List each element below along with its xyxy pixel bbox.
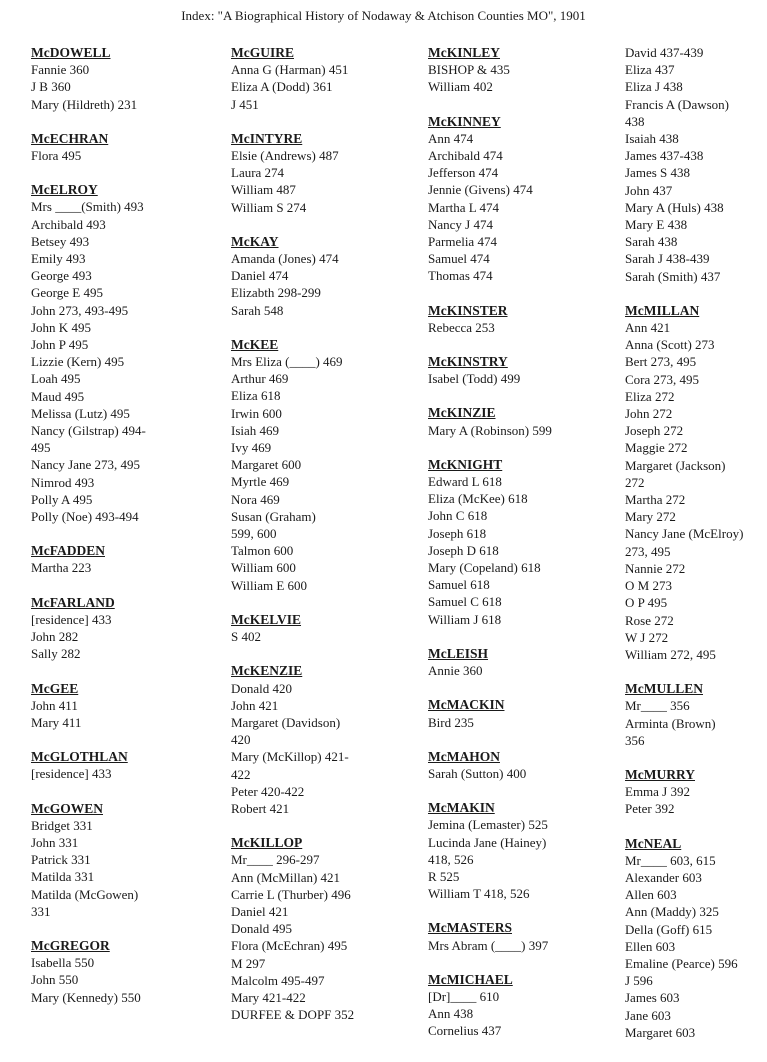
index-entry: Alexander 603 (625, 869, 702, 885)
index-section (428, 799, 618, 902)
index-entry: Susan (Graham) (231, 508, 316, 524)
index-entry: Mary 272 (625, 509, 676, 525)
index-entry: William T 418, 526 (428, 886, 530, 902)
index-entry: Sally 282 (31, 646, 81, 662)
index-entry: Eliza 618 (231, 388, 281, 404)
index-section (231, 44, 421, 113)
surname-heading: McMAHON (428, 748, 500, 764)
index-entry: Lizzie (Kern) 495 (31, 354, 125, 370)
index-entry: 272 (625, 474, 645, 490)
surname-heading: McMURRY (625, 766, 695, 782)
index-entry: Cora 273, 495 (625, 371, 700, 387)
index-entry: Mary 421-422 (231, 989, 306, 1005)
index-entry: James 603 (625, 990, 680, 1006)
index-section (428, 919, 618, 953)
index-entry: Nancy Jane (McElroy) (625, 526, 744, 542)
index-section (428, 302, 618, 336)
index-entry: [residence] 433 (31, 766, 112, 782)
index-entry: 495 (31, 440, 51, 456)
index-entry: Ann 438 (428, 1006, 474, 1022)
index-entry: Mary (Hildreth) 231 (31, 96, 138, 112)
index-entry: William 600 (231, 560, 296, 576)
index-entry: William E 600 (231, 577, 308, 593)
index-section (31, 594, 221, 663)
index-entry: Archibald 474 (428, 148, 503, 164)
index-entry: Peter 392 (625, 801, 675, 817)
index-entry: Myrtle 469 (231, 474, 290, 490)
index-entry: Mrs Abram (____) 397 (428, 937, 549, 953)
index-entry: Emma J 392 (625, 784, 690, 800)
index-entry: 273, 495 (625, 543, 671, 559)
index-entry: Jennie (Givens) 474 (428, 182, 533, 198)
index-section (31, 937, 221, 1006)
index-entry: John 273, 493-495 (31, 302, 129, 318)
index-entry: John 421 (231, 697, 279, 713)
index-section (231, 662, 421, 817)
index-entry: Joseph D 618 (428, 542, 499, 558)
index-section (428, 748, 618, 782)
index-entry: Daniel 474 (231, 268, 289, 284)
index-entry: Talmon 600 (231, 543, 294, 559)
index-entry: George 493 (31, 268, 92, 284)
index-entry: Sarah (Smith) 437 (625, 268, 721, 284)
index-section (31, 130, 221, 164)
index-entry: DURFEE & DOPF 352 (231, 1007, 355, 1023)
index-entry: Bert 273, 495 (625, 354, 697, 370)
index-section (31, 44, 221, 113)
surname-heading: McGLOTHLAN (31, 749, 128, 765)
index-entry: Mrs ____(Smith) 493 (31, 199, 144, 215)
index-entry: Melissa (Lutz) 495 (31, 405, 130, 421)
surname-heading: McECHRAN (31, 130, 109, 146)
index-entry: William S 274 (231, 199, 307, 215)
index-entry: Jane 603 (625, 1007, 671, 1023)
index-entry: 422 (231, 766, 251, 782)
index-entry: John 272 (625, 406, 673, 422)
index-entry: Rebecca 253 (428, 319, 495, 335)
index-entry: [Dr]____ 610 (428, 988, 500, 1004)
index-entry: Joseph 272 (625, 423, 684, 439)
surname-heading: McMILLAN (625, 302, 700, 318)
index-entry: Ellen 603 (625, 938, 676, 954)
index-entry: Bridget 331 (31, 817, 93, 833)
surname-heading: McKENZIE (231, 663, 303, 679)
surname-heading: McKINNEY (428, 113, 501, 129)
surname-heading: McGREGOR (31, 937, 110, 953)
surname-heading: McMACKIN (428, 697, 505, 713)
index-section (31, 800, 221, 920)
index-entry: M 297 (231, 955, 266, 971)
index-entry: 418, 526 (428, 851, 474, 867)
index-entry: Emaline (Pearce) 596 (625, 955, 738, 971)
index-entry: Jefferson 474 (428, 165, 499, 181)
index-entry: Eliza J 438 (625, 79, 683, 95)
index-entry: William J 618 (428, 611, 502, 627)
surname-heading: McKEE (231, 336, 279, 352)
index-entry: Ann 421 (625, 320, 671, 336)
index-entry: Rose 272 (625, 612, 674, 628)
surname-heading: McMAKIN (428, 800, 495, 816)
index-entry: John 331 (31, 834, 79, 850)
surname-heading: McKINSTRY (428, 354, 508, 370)
index-section (428, 696, 618, 730)
surname-heading: McKINLEY (428, 45, 500, 60)
index-entry: Eliza A (Dodd) 361 (231, 79, 333, 95)
index-entry: Nancy J 474 (428, 216, 493, 232)
surname-heading: McINTYRE (231, 130, 303, 146)
surname-heading: McMASTERS (428, 920, 512, 936)
index-entry: Archibald 493 (31, 216, 106, 232)
index-entry: J B 360 (31, 79, 71, 95)
index-entry: Ann 474 (428, 130, 474, 146)
index-entry: W J 272 (625, 629, 669, 645)
index-entry: 599, 600 (231, 526, 277, 542)
index-entry: Eliza 437 (625, 62, 675, 78)
index-section (625, 302, 765, 663)
index-entry: S 402 (231, 629, 261, 645)
index-entry: Cornelius 437 (428, 1023, 502, 1039)
index-entry: Mary (Kennedy) 550 (31, 989, 141, 1005)
surname-heading: McKAY (231, 233, 279, 249)
index-entry: 420 (231, 732, 251, 748)
index-section (428, 971, 618, 1040)
index-column-1 (31, 44, 221, 1023)
index-entry: John 550 (31, 972, 79, 988)
surname-heading: McLEISH (428, 645, 489, 661)
index-entry: Joseph 618 (428, 525, 487, 541)
index-entry: Margaret 600 (231, 457, 302, 473)
index-entry: Carrie L (Thurber) 496 (231, 886, 351, 902)
index-entry: James S 438 (625, 165, 690, 181)
index-entry: Mr____ 603, 615 (625, 852, 716, 868)
index-entry: Donald 495 (231, 921, 293, 937)
index-entry: Samuel C 618 (428, 594, 502, 610)
index-entry: Emily 493 (31, 251, 86, 267)
surname-heading: McGUIRE (231, 45, 294, 60)
index-section (625, 44, 765, 285)
surname-heading: McFADDEN (31, 543, 105, 559)
index-entry: Edward L 618 (428, 474, 502, 490)
index-section (428, 113, 618, 285)
index-entry: R 525 (428, 868, 460, 884)
index-entry: Isiah 469 (231, 422, 280, 438)
index-entry: Irwin 600 (231, 405, 282, 421)
index-entry: Martha L 474 (428, 199, 499, 215)
index-entry: Maud 495 (31, 388, 85, 404)
index-entry: Sarah 548 (231, 302, 284, 318)
index-section (31, 181, 221, 525)
index-section (625, 766, 765, 818)
index-entry: Francis A (Dawson) (625, 96, 729, 112)
index-entry: J 596 (625, 973, 653, 989)
index-entry: Samuel 474 (428, 251, 490, 267)
index-entry: Martha 223 (31, 560, 92, 576)
index-entry: Matilda (McGowen) (31, 886, 139, 902)
index-entry: Sarah (Sutton) 400 (428, 765, 527, 781)
index-entry: Mary A (Robinson) 599 (428, 422, 552, 438)
index-entry: Sarah J 438-439 (625, 251, 710, 267)
index-entry: Mary 411 (31, 714, 82, 730)
index-entry: Anna (Scott) 273 (625, 337, 715, 353)
surname-heading: McFARLAND (31, 594, 115, 610)
index-section (428, 404, 618, 438)
index-section (231, 336, 421, 594)
surname-heading: McMICHAEL (428, 971, 513, 987)
index-entry: Mr____ 296-297 (231, 852, 320, 868)
index-section (625, 680, 765, 749)
index-entry: [residence] 433 (31, 611, 112, 627)
index-section (31, 680, 221, 732)
index-entry: Isabel (Todd) 499 (428, 371, 521, 387)
index-entry: William 487 (231, 182, 296, 198)
index-column-3 (428, 44, 618, 1057)
index-entry: William 272, 495 (625, 646, 716, 662)
index-section (31, 748, 221, 782)
index-entry: Robert 421 (231, 800, 290, 816)
index-entry: Polly (Noe) 493-494 (31, 509, 139, 525)
index-section (231, 834, 421, 1023)
index-entry: George E 495 (31, 285, 103, 301)
index-entry: Loah 495 (31, 371, 81, 387)
index-column-4 (625, 44, 765, 1058)
index-entry: Bird 235 (428, 714, 474, 730)
surname-heading: McKILLOP (231, 835, 303, 851)
surname-heading: McKNIGHT (428, 456, 503, 472)
index-entry: J 451 (231, 96, 259, 112)
index-entry: Nancy Jane 273, 495 (31, 457, 141, 473)
surname-heading: McMULLEN (625, 681, 703, 697)
index-entry: Donald 420 (231, 680, 293, 696)
index-entry: Polly A 495 (31, 491, 93, 507)
index-entry: James 437-438 (625, 148, 704, 164)
index-entry: 438 (625, 113, 645, 129)
index-entry: Isabella 550 (31, 955, 95, 971)
surname-heading: McNEAL (625, 835, 682, 851)
index-section (231, 611, 421, 645)
index-entry: Della (Goff) 615 (625, 921, 713, 937)
index-entry: Mary (Copeland) 618 (428, 560, 541, 576)
index-entry: Jemina (Lemaster) 525 (428, 817, 548, 833)
index-entry: David 437-439 (625, 45, 704, 60)
surname-heading: McELROY (31, 182, 98, 198)
index-section (428, 353, 618, 387)
index-section (31, 542, 221, 576)
index-entry: Anna G (Harman) 451 (231, 62, 349, 78)
index-entry: Matilda 331 (31, 869, 95, 885)
surname-heading: McDOWELL (31, 45, 111, 60)
surname-heading: McGOWEN (31, 800, 103, 816)
index-entry: 356 (625, 732, 645, 748)
index-entry: John 282 (31, 629, 79, 645)
index-entry: Flora (McEchran) 495 (231, 938, 348, 954)
index-entry: Margaret (Jackson) (625, 457, 726, 473)
index-entry: Nancy (Gilstrap) 494- (31, 423, 146, 439)
index-entry: Lucinda Jane (Hainey) (428, 834, 547, 850)
index-entry: Mrs Eliza (____) 469 (231, 354, 343, 370)
index-entry: Eliza 272 (625, 388, 675, 404)
index-entry: Arthur 469 (231, 371, 289, 387)
index-entry: Fannie 360 (31, 62, 90, 78)
index-entry: John 411 (31, 697, 78, 713)
index-entry: Samuel 618 (428, 577, 490, 593)
index-entry: Nora 469 (231, 491, 280, 507)
index-entry: Isaiah 438 (625, 131, 679, 147)
index-entry: Ivy 469 (231, 440, 272, 456)
index-entry: Flora 495 (31, 148, 82, 164)
index-entry: Mary A (Huls) 438 (625, 199, 724, 215)
surname-heading: McKINZIE (428, 405, 496, 421)
surname-heading: McKINSTER (428, 302, 508, 318)
index-entry: Allen 603 (625, 887, 677, 903)
index-entry: Nimrod 493 (31, 474, 95, 490)
index-entry: Mr____ 356 (625, 698, 690, 714)
index-entry: Sarah 438 (625, 234, 678, 250)
index-entry: Laura 274 (231, 165, 285, 181)
index-entry: Margaret (Davidson) (231, 714, 341, 730)
index-column-2 (231, 44, 421, 1040)
index-entry: Ann (Maddy) 325 (625, 904, 719, 920)
index-entry: Parmelia 474 (428, 234, 497, 250)
index-section (428, 645, 618, 679)
index-entry: O P 495 (625, 595, 668, 611)
index-entry: O M 273 (625, 578, 672, 594)
index-entry: Maggie 272 (625, 440, 688, 456)
index-entry: Nannie 272 (625, 560, 686, 576)
index-entry: Ann (McMillan) 421 (231, 869, 341, 885)
index-entry: Martha 272 (625, 492, 686, 508)
index-entry: John P 495 (31, 337, 89, 353)
index-entry: William 402 (428, 79, 493, 95)
index-entry: Daniel 421 (231, 903, 289, 919)
index-entry: Peter 420-422 (231, 783, 305, 799)
index-entry: Annie 360 (428, 663, 483, 679)
index-entry: John 437 (625, 182, 673, 198)
index-entry: Elsie (Andrews) 487 (231, 148, 339, 164)
page-title: Index: "A Biographical History of Nodaway & Atchison Counties MO", 1901 (181, 8, 586, 23)
index-entry: Mary E 438 (625, 217, 688, 233)
index-section (428, 456, 618, 628)
index-entry: Patrick 331 (31, 852, 91, 868)
index-entry: Betsey 493 (31, 233, 90, 249)
index-entry: Mary (McKillop) 421- (231, 749, 349, 765)
index-entry: 331 (31, 903, 51, 919)
index-section (625, 835, 765, 1041)
surname-heading: McGEE (31, 680, 79, 696)
index-section (428, 44, 618, 96)
index-section (231, 130, 421, 216)
index-entry: Elizabth 298-299 (231, 285, 321, 301)
index-entry: John K 495 (31, 319, 91, 335)
index-entry: Margaret 603 (625, 1024, 696, 1040)
index-entry: Eliza (McKee) 618 (428, 491, 528, 507)
index-section (231, 233, 421, 319)
index-entry: Amanda (Jones) 474 (231, 251, 339, 267)
index-entry: Arminta (Brown) (625, 715, 716, 731)
index-entry: John C 618 (428, 508, 488, 524)
index-entry: Malcolm 495-497 (231, 972, 325, 988)
index-entry: Thomas 474 (428, 268, 493, 284)
index-entry: BISHOP & 435 (428, 62, 510, 78)
surname-heading: McKELVIE (231, 611, 302, 627)
